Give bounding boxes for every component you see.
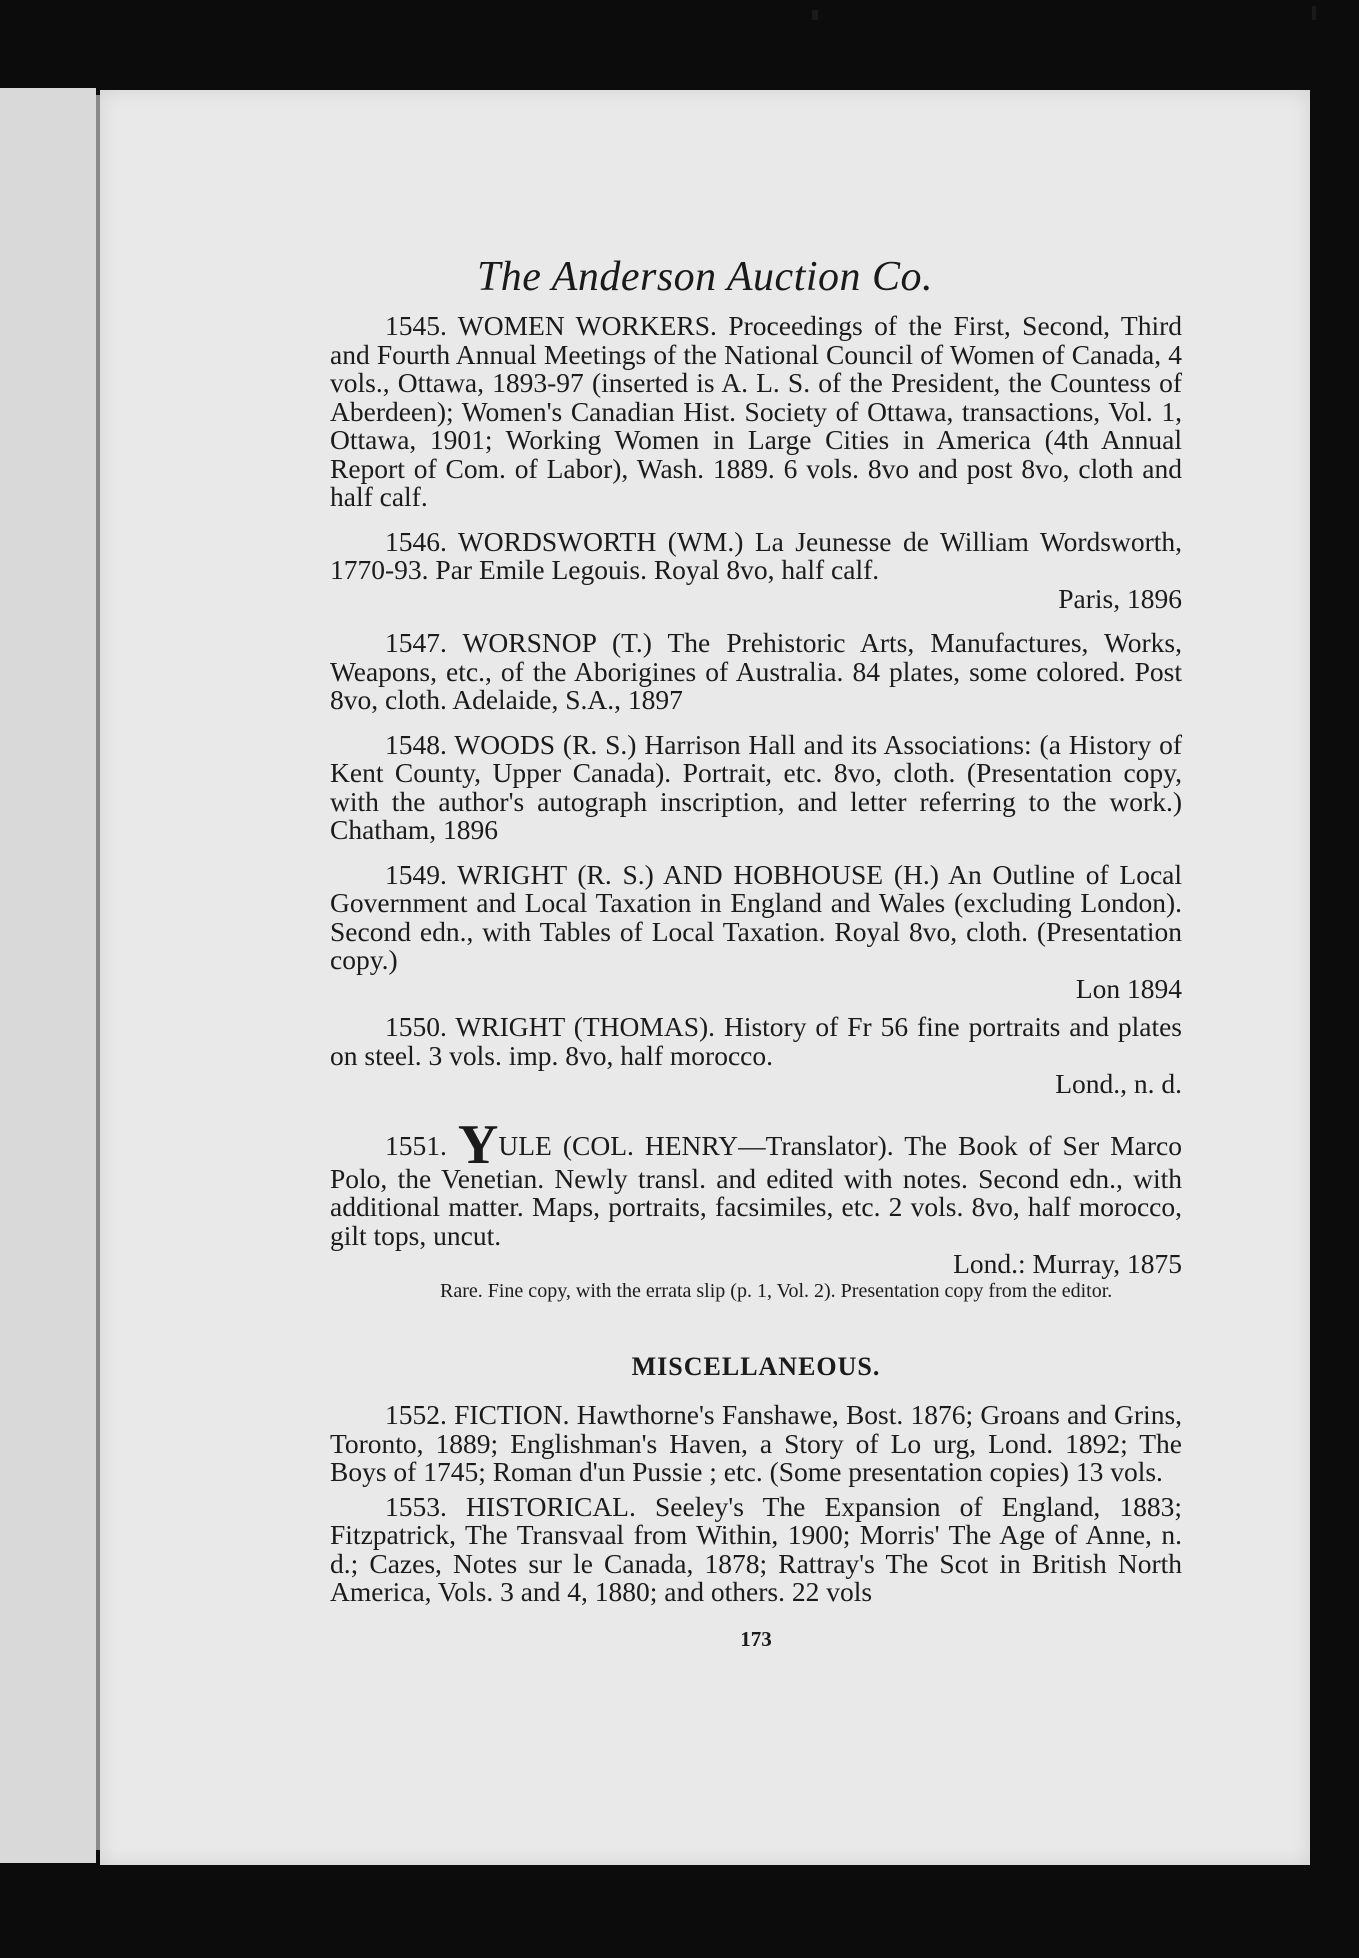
lot-number: 1547. bbox=[385, 627, 447, 658]
lot-number: 1552. bbox=[385, 1399, 447, 1430]
book-page bbox=[100, 90, 1310, 1865]
lot-title: WORSNOP (T.) bbox=[462, 627, 652, 658]
catalog-entry-1553 bbox=[330, 1490, 1182, 1607]
drop-cap: Y bbox=[457, 1113, 499, 1176]
running-head: The Anderson Auction Co. bbox=[476, 254, 934, 300]
scan-speck bbox=[1312, 6, 1316, 20]
lot-description: History of Fr 56 fine portraits and plates on steel. 3 vols. imp. 8vo, half morocco. bbox=[330, 1011, 1183, 1071]
lot-number: 1546. bbox=[385, 525, 447, 557]
section-heading: MISCELLANEOUS. bbox=[631, 1351, 881, 1381]
lot-title: WOODS (R. S.) bbox=[454, 728, 637, 760]
lot-title: WRIGHT (R. S.) AND HOBHOUSE (H.) bbox=[457, 858, 939, 890]
page-number: 173 bbox=[740, 1626, 772, 1651]
lot-number: 1545. bbox=[385, 310, 447, 341]
catalog-entry-1545 bbox=[330, 312, 1182, 512]
lot-description: Seeley's The Expansion of England, 1883; Fitzpatrick, The Transvaal from Within, 1900; Morris' The Age of Anne, n. d.; Cazes, Notes sur le Canada, 1878; Rattray's The Scot in British North America, Vols. 3 and 4, 1880; and others. 22 vols bbox=[330, 1490, 1182, 1607]
lot-note: Rare. Fine copy, with the errata slip (p. 1, Vol. 2). Presentation copy from the editor. bbox=[440, 1279, 1113, 1302]
catalog-entry-1550 bbox=[330, 1013, 1182, 1070]
lot-title: ULE (COL. HENRY—Translator). bbox=[498, 1129, 894, 1161]
catalog-text bbox=[330, 312, 1182, 1653]
scan-speck bbox=[812, 10, 818, 20]
lot-description: La Jeunesse de William Wordsworth, 1770-93. Par Emile Legouis. Royal 8vo, half calf. bbox=[330, 525, 1182, 585]
lot-description: The Prehistoric Arts, Manufactures, Works, Weapons, etc., of the Aborigines of Australia. 84 plates, some colored. Post 8vo, cloth. Adelaide, S.A., 1897 bbox=[330, 627, 1182, 715]
lot-title: HISTORICAL. bbox=[466, 1490, 636, 1522]
lot-description: An Outline of Local Government and Local Taxation in England and Wales (excluding London). Second edn., with Tables of Local Taxation. Royal 8vo, cloth. (Presentation copy.) bbox=[330, 858, 1182, 975]
lot-number: 1551. bbox=[385, 1129, 447, 1161]
lot-number: 1550. bbox=[385, 1011, 447, 1042]
lot-imprint: Lond., n. d. bbox=[1055, 1068, 1182, 1099]
lot-title: FICTION. bbox=[454, 1399, 570, 1430]
catalog-entry-1548 bbox=[330, 728, 1183, 845]
catalog-entry-1549 bbox=[330, 858, 1182, 975]
catalog-entry-1546 bbox=[330, 525, 1182, 585]
catalog-entry-1551 bbox=[330, 1113, 1183, 1251]
lot-description: The Book of Ser Marco Polo, the Venetian. Newly transl. and edited with notes. Second edn., with additional matter. Maps, portraits, facsimiles, etc. 2 vols. 8vo, half morocco, gilt tops, uncut. bbox=[330, 1129, 1183, 1251]
catalog-entry-1552 bbox=[330, 1401, 1182, 1487]
lot-title: WOMEN WORKERS. bbox=[457, 310, 717, 341]
lot-number: 1549. bbox=[385, 858, 447, 890]
lot-description: Hawthorne's Fanshawe, Bost. 1876; Groans and Grins, Toronto, 1889; Englishman's Haven, a Story of Lo urg, Lond. 1892; The Boys of 1745; Roman d'un Pussie ; etc. (Some presentation copies) 13 vols. bbox=[330, 1399, 1183, 1487]
facing-page-edge bbox=[0, 88, 96, 1863]
lot-imprint: Lon 1894 bbox=[1075, 972, 1182, 1004]
lot-description: Proceedings of the First, Second, Third and Fourth Annual Meetings of the National Council of Women of Canada, 4 vols., Ottawa, 1893-97 (inserted is A. L. S. of the President, the Countess of Aberdeen); Women's Canadian Hist. Society of Ottawa, transactions, Vol. 1, Ottawa, 1901; Working Women in Large Cities in America (4th Annual Report of Com. of Labor), Wash. 1889. 6 vols. 8vo and post 8vo, cloth and half calf. bbox=[330, 310, 1182, 512]
lot-title: WORDSWORTH (WM.) bbox=[457, 525, 744, 557]
lot-imprint: Paris, 1896 bbox=[1058, 582, 1182, 614]
lot-number: 1548. bbox=[385, 728, 447, 760]
lot-imprint: Lond.: Murray, 1875 bbox=[953, 1248, 1182, 1279]
lot-title: WRIGHT (THOMAS). bbox=[455, 1011, 716, 1042]
lot-number: 1553. bbox=[385, 1490, 447, 1522]
catalog-entry-1547 bbox=[330, 629, 1182, 715]
lot-description: Harrison Hall and its Associations: (a History of Kent County, Upper Canada). Portrait, etc. 8vo, cloth. (Presentation copy, with the author's autograph inscription, and letter referring to the work.) Chatham, 1896 bbox=[330, 728, 1183, 845]
